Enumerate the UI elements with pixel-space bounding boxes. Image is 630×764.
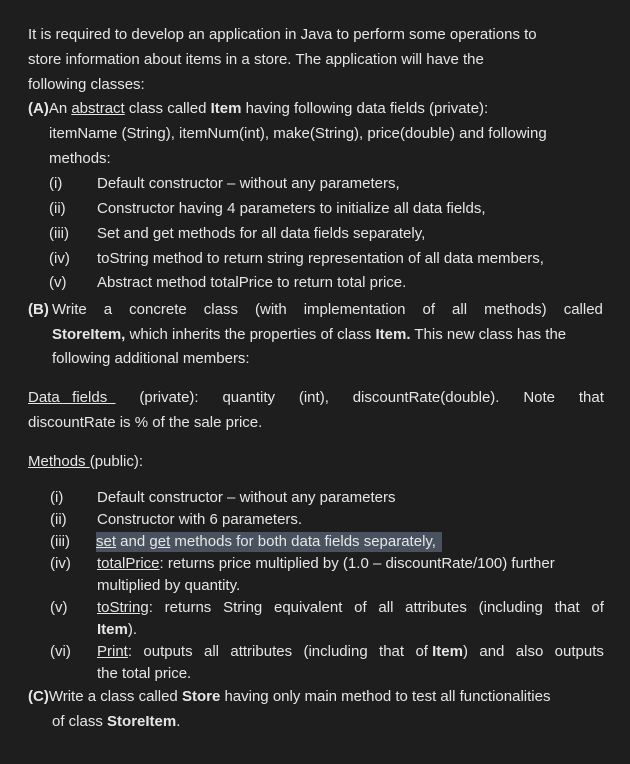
m-item-text: Print: outputs all attributes (including that of Item) and also outputs	[97, 643, 604, 660]
m-item-num: (vi)	[50, 643, 71, 660]
section-a-heading: (A)An abstract class called Item having following data fields (private):	[28, 100, 489, 117]
section-a-fields: itemName (String), itemNum(int), make(String), price(double) and following	[49, 125, 547, 142]
m-item-text: toString: returns String equivalent of all attributes (including that of	[97, 599, 604, 616]
a-item-num: (iv)	[49, 250, 70, 267]
data-fields-label: Data fields	[28, 389, 116, 406]
abstract-word: abstract	[71, 100, 125, 117]
a-item-text: Abstract method totalPrice to return total price.	[97, 274, 407, 291]
section-c-label: (C)	[28, 688, 49, 705]
methods-label: Methods	[28, 453, 90, 470]
m-item-text: totalPrice: returns price multiplied by (1.0 – discountRate/100) further	[97, 555, 555, 572]
m-item-text: Default constructor – without any parameters	[97, 489, 396, 506]
data-fields-line-2: discountRate is % of the sale price.	[28, 414, 263, 431]
a-item-text: Set and get methods for all data fields separately,	[97, 225, 426, 242]
m-item-num: (i)	[50, 489, 64, 506]
a-item-text: Constructor having 4 parameters to initialize all data fields,	[97, 200, 486, 217]
section-b-label: (B)	[28, 301, 49, 318]
a-item-text: toString method to return string representation of all data members,	[97, 250, 544, 267]
section-b-line-1: Write a concrete class (with implementation of all methods) called	[52, 301, 603, 318]
store-class-name: Store	[181, 688, 221, 705]
section-b-line-3: following additional members:	[52, 350, 250, 367]
m-item-text-highlighted: set and get methods for both data fields separately,	[96, 533, 441, 550]
intro-line-3: following classes:	[28, 76, 145, 93]
m-item-num: (v)	[50, 599, 68, 616]
a-item-num: (v)	[49, 274, 67, 291]
intro-line-2: store information about items in a store. The application will have the	[28, 51, 484, 68]
section-a-label: (A)	[28, 100, 49, 117]
a-item-num: (i)	[49, 175, 63, 192]
intro-line-1: It is required to develop an application in Java to perform some operations to	[28, 26, 537, 43]
m-item-text: Constructor with 6 parameters.	[97, 511, 303, 528]
m-item-cont: multiplied by quantity.	[97, 577, 241, 594]
m-item-num: (iv)	[50, 555, 71, 572]
m-item-cont: Item).	[97, 621, 138, 638]
m-item-num: (iii)	[50, 533, 70, 550]
storeitem-class-name: StoreItem,	[52, 326, 126, 343]
a-item-num: (ii)	[49, 200, 66, 217]
section-a-methods-label: methods:	[49, 150, 111, 167]
m-item-num: (ii)	[50, 511, 67, 528]
a-item-num: (iii)	[49, 225, 69, 242]
item-class-name: Item	[210, 100, 242, 117]
a-item-text: Default constructor – without any parameters,	[97, 175, 400, 192]
methods-heading: Methods (public):	[28, 453, 144, 470]
m-item-cont: the total price.	[97, 665, 192, 682]
section-b-line-2: StoreItem, which inherits the properties of class Item. This new class has the	[52, 326, 567, 343]
data-fields-line: Data fields (private): quantity (int), discountRate(double). Note that	[28, 389, 604, 406]
section-c-line-2: of class StoreItem.	[52, 713, 181, 730]
section-c-line-1: (C)Write a class called Store having only main method to test all functionalities	[28, 688, 551, 705]
